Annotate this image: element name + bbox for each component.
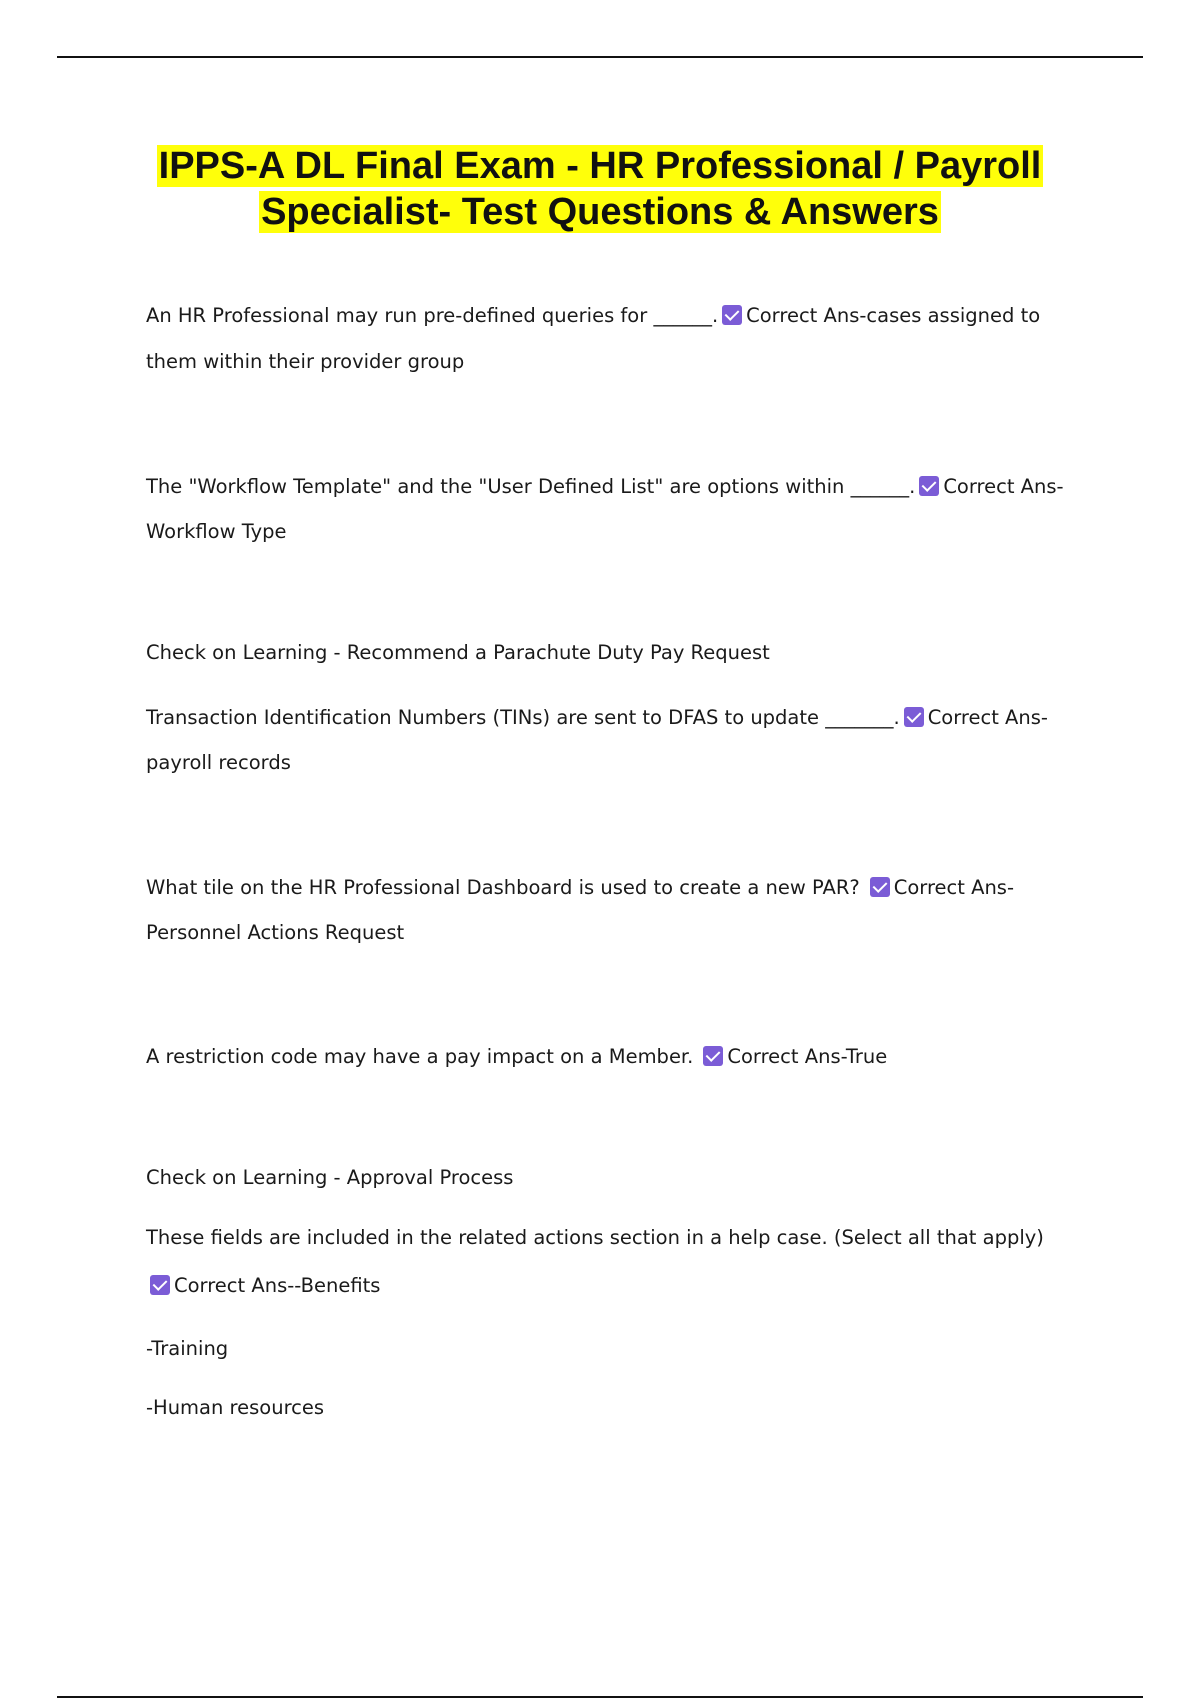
question-1-text: An HR Professional may run pre-defined queries for ______.	[146, 304, 719, 327]
question-3-text: Transaction Identification Numbers (TINs) are sent to DFAS to update _______.	[146, 706, 900, 729]
answer-5-text: Correct Ans-True	[727, 1045, 888, 1068]
section-heading-approval: Check on Learning - Approval Process	[146, 1166, 514, 1189]
document-title-line-1: IPPS-A DL Final Exam - HR Professional / Payroll	[158, 145, 1042, 187]
answer-2-continued: Workflow Type	[146, 520, 287, 543]
answer-6-item-human-resources: -Human resources	[146, 1396, 325, 1419]
answer-2-text: Correct Ans-	[943, 475, 1064, 498]
answer-3-continued: payroll records	[146, 751, 291, 774]
footer-rule	[57, 1696, 1143, 1698]
question-2	[146, 475, 1064, 498]
question-1	[146, 304, 1040, 327]
answer-6	[146, 1274, 380, 1297]
answer-4-continued: Personnel Actions Request	[146, 921, 405, 944]
answer-1-text: Correct Ans-cases assigned to	[746, 304, 1041, 327]
check-icon	[919, 476, 939, 496]
document-title	[100, 143, 1100, 235]
header-rule	[57, 56, 1143, 58]
answer-6-text: Correct Ans--Benefits	[174, 1274, 381, 1297]
document-title-line-2: Specialist- Test Questions & Answers	[261, 191, 939, 233]
check-icon	[870, 877, 890, 897]
question-4	[146, 876, 1014, 899]
question-5	[146, 1045, 887, 1068]
answer-3-text: Correct Ans-	[927, 706, 1048, 729]
question-4-text: What tile on the HR Professional Dashboard is used to create a new PAR?	[146, 876, 860, 899]
check-icon	[703, 1046, 723, 1066]
question-6-text: These fields are included in the related actions section in a help case. (Select all that apply)	[146, 1226, 1044, 1249]
check-icon	[150, 1275, 170, 1295]
section-heading-parachute: Check on Learning - Recommend a Parachute Duty Pay Request	[146, 641, 770, 664]
check-icon	[722, 305, 742, 325]
check-icon	[904, 707, 924, 727]
question-5-text: A restriction code may have a pay impact on a Member.	[146, 1045, 694, 1068]
answer-1-continued: them within their provider group	[146, 350, 465, 373]
question-3	[146, 706, 1048, 729]
answer-4-text: Correct Ans-	[893, 876, 1015, 899]
answer-6-item-training: -Training	[146, 1337, 229, 1360]
question-2-text: The "Workflow Template" and the "User Defined List" are options within ______.	[146, 475, 916, 498]
